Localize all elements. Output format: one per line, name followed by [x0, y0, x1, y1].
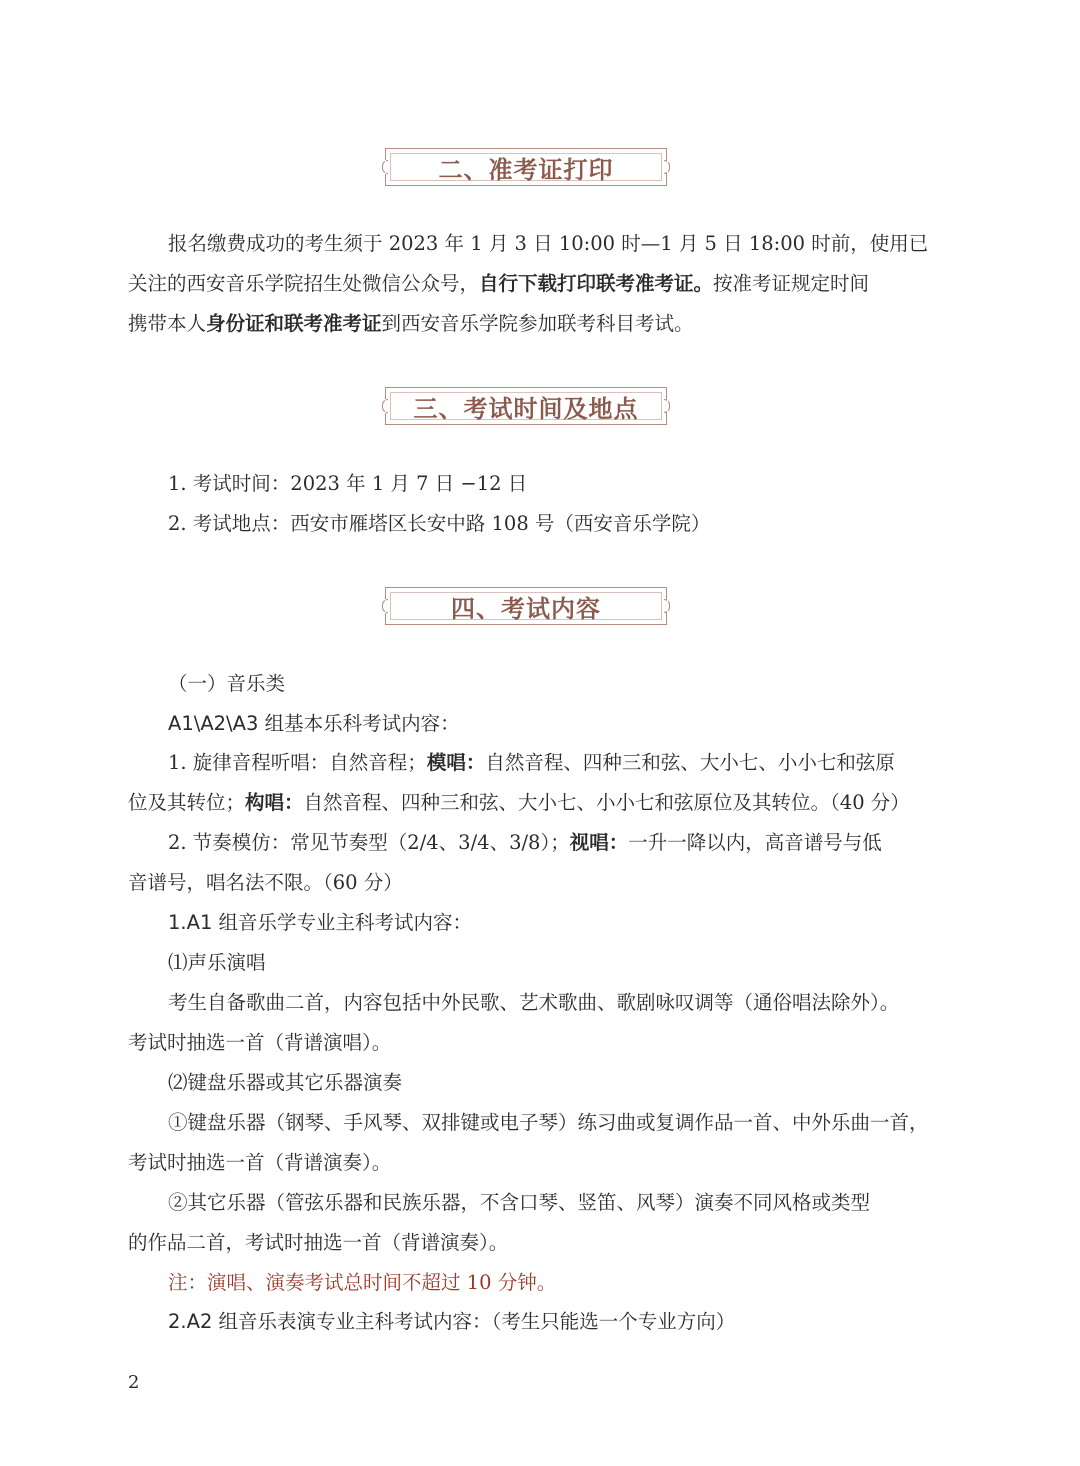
paragraph-line: 携带本人身份证和联考准考证到西安音乐学院参加联考科目考试。 [128, 312, 694, 335]
paragraph-line: 报名缴费成功的考生须于 2023 年 1 月 3 日 10:00 时—1 月 5 日 18:00 时前，使用已 [168, 232, 929, 255]
paragraph-line: 位及其转位；构唱：自然音程、四种三和弦、大小七、小小七和弦原位及其转位。（40 分） [128, 791, 910, 814]
subheading-a1: 1.A1 组音乐学专业主科考试内容： [168, 911, 473, 934]
paragraph-line: ①键盘乐器（钢琴、手风琴、双排键或电子琴）练习曲或复调作品一首、中外乐曲一首， [168, 1111, 929, 1134]
paragraph-line: 的作品二首，考试时抽选一首（背谱演奏）。 [128, 1231, 509, 1254]
subheading-basic-subjects: A1\A2\A3 组基本乐科考试内容： [168, 712, 460, 735]
section-heading-exam-content [385, 587, 667, 625]
paragraph-line: 关注的西安音乐学院招生处微信公众号，自行下载打印联考准考证。按准考证规定时间 [128, 272, 870, 295]
section-heading-time-location [385, 387, 667, 425]
bold-text: 模唱： [426, 751, 486, 774]
section-heading-admission-ticket [385, 148, 667, 186]
section-title: 二、准考证打印 [438, 154, 614, 184]
list-item: ⑴声乐演唱 [168, 951, 266, 974]
paragraph-line: 考试时抽选一首（背谱演唱）。 [128, 1031, 392, 1054]
paragraph-line: 考生自备歌曲二首，内容包括中外民歌、艺术歌曲、歌剧咏叹调等（通俗唱法除外）。 [168, 991, 900, 1014]
list-item-exam-time: 1. 考试时间：2023 年 1 月 7 日 −12 日 [168, 472, 528, 495]
bold-text: 构唱： [245, 791, 304, 814]
list-item: ⑵键盘乐器或其它乐器演奏 [168, 1071, 403, 1094]
paragraph-line: ②其它乐器（管弦乐器和民族乐器，不含口琴、竖笛、风琴）演奏不同风格或类型 [168, 1191, 871, 1214]
paragraph-line: 2. 节奏模仿：常见节奏型（2/4、3/4、3/8）；视唱：一升一降以内，高音谱号与低 [168, 831, 882, 854]
list-item-exam-location: 2. 考试地点：西安市雁塔区长安中路 108 号（西安音乐学院） [168, 512, 711, 535]
bold-text: 视唱： [569, 831, 629, 854]
section-title: 四、考试内容 [451, 593, 601, 623]
bold-text: 身份证和联考准考证 [206, 312, 382, 335]
category-heading: （一）音乐类 [168, 672, 286, 695]
paragraph-line: 音谱号，唱名法不限。（60 分） [128, 871, 403, 894]
bold-text: 自行下载打印联考准考证。 [479, 272, 714, 295]
paragraph-line: 1. 旋律音程听唱：自然音程；模唱：自然音程、四种三和弦、大小七、小小七和弦原 [168, 751, 895, 774]
section-title: 三、考试时间及地点 [413, 393, 639, 423]
note-text: 注：演唱、演奏考试总时间不超过 10 分钟。 [168, 1271, 557, 1294]
page-number: 2 [128, 1372, 140, 1393]
subheading-a2: 2.A2 组音乐表演专业主科考试内容：（考生只能选一个专业方向） [168, 1310, 736, 1333]
paragraph-line: 考试时抽选一首（背谱演奏）。 [128, 1151, 392, 1174]
